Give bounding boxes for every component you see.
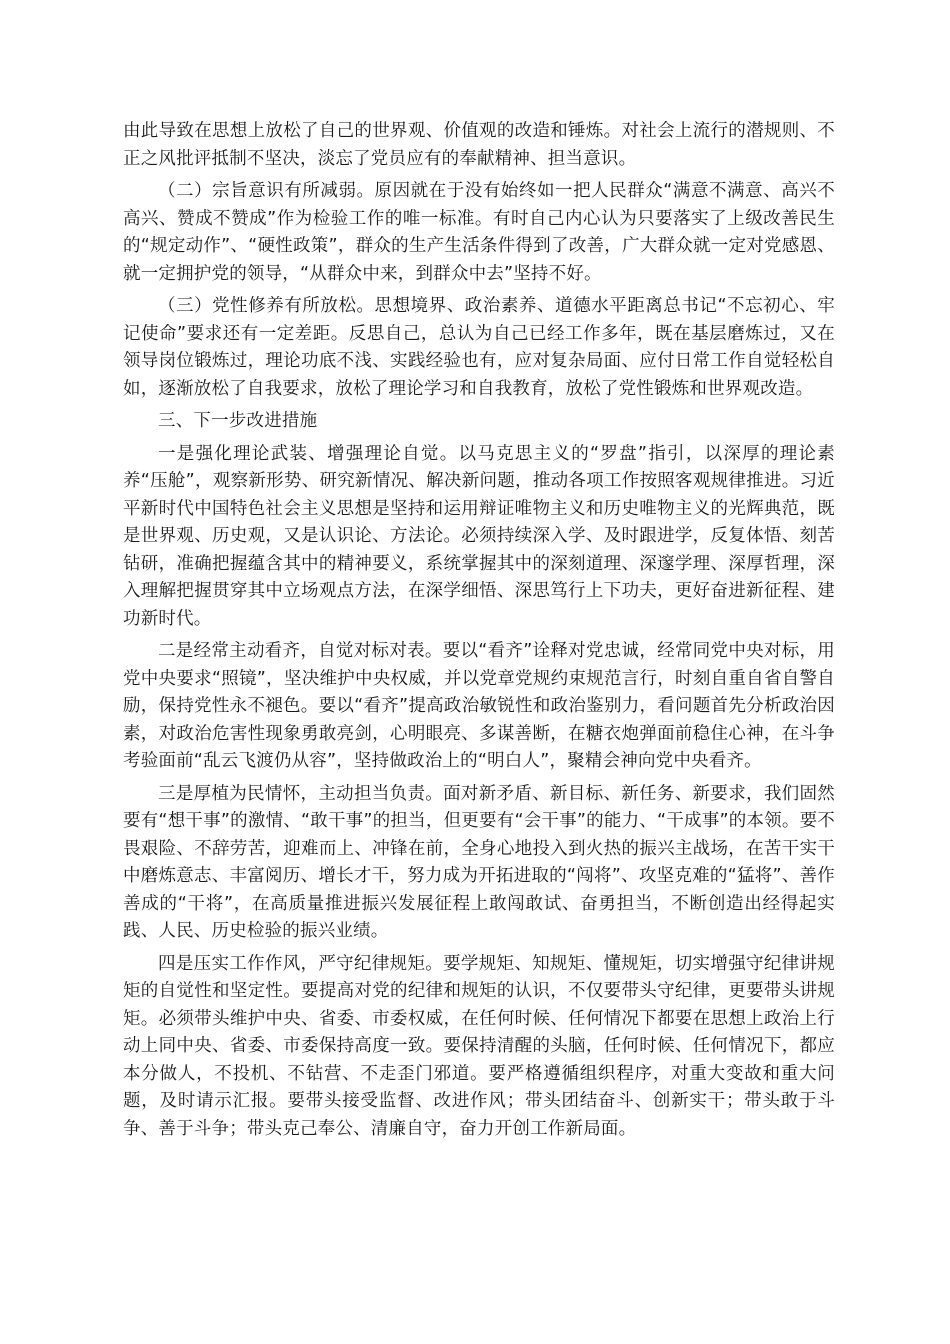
paragraph-purpose-awareness: （二）宗旨意识有所减弱。原因就在于没有始终如一把人民群众“满意不满意、高兴不高兴、赞成不赞成”作为检验工作的唯一标准。有时自己内心认为只要落实了上级改善民生的“规定动作”、“硬性政策”，群众的生产生活条件得到了改善，广大群众就一定对党感恩、就一定拥护党的领导，“从群众中来，到群众中去”坚持不好。 (123, 181, 835, 284)
paragraph-measure-four: 四是压实工作作风，严守纪律规矩。要学规矩、知规矩、懂规矩，切实增强守纪律讲规矩的自觉性和坚定性。要提高对党的纪律和规矩的认识，不仅要带头守纪律，更要带头讲规矩。必须带头维护中央、省委、市委权威，在任何时候、任何情况下都要在思想上政治上行动上同中央、省委、市委保持高度一致。要保持清醒的头脑，任何时候、任何情况下，都应本分做人，不投机、不钻营、不走歪门邪道。要严格遵循组织程序，对重大变故和重大问题，及时请示汇报。要带头接受监督、改进作风；带头团结奋斗、创新实干；带头敢于斗争、善于斗争；带头克己奉公、清廉自守，奋力开创工作新局面。 (123, 953, 835, 1139)
paragraph-measure-one: 一是强化理论武装、增强理论自觉。以马克思主义的“罗盘”指引，以深厚的理论素养“压舱”，观察新形势、研究新情况、解决新问题，推动各项工作按照客观规律推进。习近平新时代中国特色社会主义思想是坚持和运用辩证唯物主义和历史唯物主义的光辉典范，既是世界观、历史观，又是认识论、方法论。必须持续深入学、及时跟进学，反复体悟、刻苦钻研，准确把握蕴含其中的精神要义，系统掌握其中的深刻道理、深邃学理、深厚哲理，深入理解把握贯穿其中立场观点方法，在深学细悟、深思笃行上下功夫，更好奋进新征程、建功新时代。 (123, 443, 835, 629)
document-body (123, 118, 835, 1148)
paragraph-measure-two: 二是经常主动看齐，自觉对标对表。要以“看齐”诠释对党忠诚，经常同党中央对标，用党中央要求“照镜”，坚决维护中央权威，并以党章党规约束规范言行，时刻自重自省自警自励，保持党性永不褪色。要以“看齐”提高政治敏锐性和政治鉴别力，看问题首先分析政治因素，对政治危害性现象勇敢亮剑，心明眼亮、多谋善断，在糖衣炮弹面前稳住心神，在斗争考验面前“乱云飞渡仍从容”，坚持做政治上的“明白人”，聚精会神向党中央看齐。 (123, 641, 835, 771)
paragraph-party-spirit: （三）党性修养有所放松。思想境界、政治素养、道德水平距离总书记“不忘初心、牢记使命”要求还有一定差距。反思自己，总认为自己已经工作多年，既在基层磨炼过，又在领导岗位锻炼过，理论功底不浅、实践经验也有，应对复杂局面、应付日常工作自觉轻松自如，逐渐放松了自我要求，放松了理论学习和自我教育，放松了党性锻炼和世界观改造。 (123, 296, 835, 399)
section-heading-improvement-measures: 三、下一步改进措施 (158, 411, 318, 431)
paragraph-measure-three: 三是厚植为民情怀，主动担当负责。面对新矛盾、新目标、新任务、新要求，我们固然要有“想干事”的激情、“敢干事”的担当，但更要有“会干事”的能力、“干成事”的本领。要不畏艰险、不辞劳苦，迎难而上、冲锋在前，全身心地投入到火热的振兴主战场，在苦干实干中磨炼意志、丰富阅历、增长才干，努力成为开拓进取的“闯将”、攻坚克难的“猛将”、善作善成的“干将”，在高质量推进振兴发展征程上敢闯敢试、奋勇担当，不断创造出经得起实践、人民、历史检验的振兴业绩。 (123, 783, 835, 941)
paragraph-continuation: 由此导致在思想上放松了自己的世界观、价值观的改造和锤炼。对社会上流行的潜规则、不正之风批评抵制不坚决，淡忘了党员应有的奉献精神、担当意识。 (123, 121, 835, 169)
